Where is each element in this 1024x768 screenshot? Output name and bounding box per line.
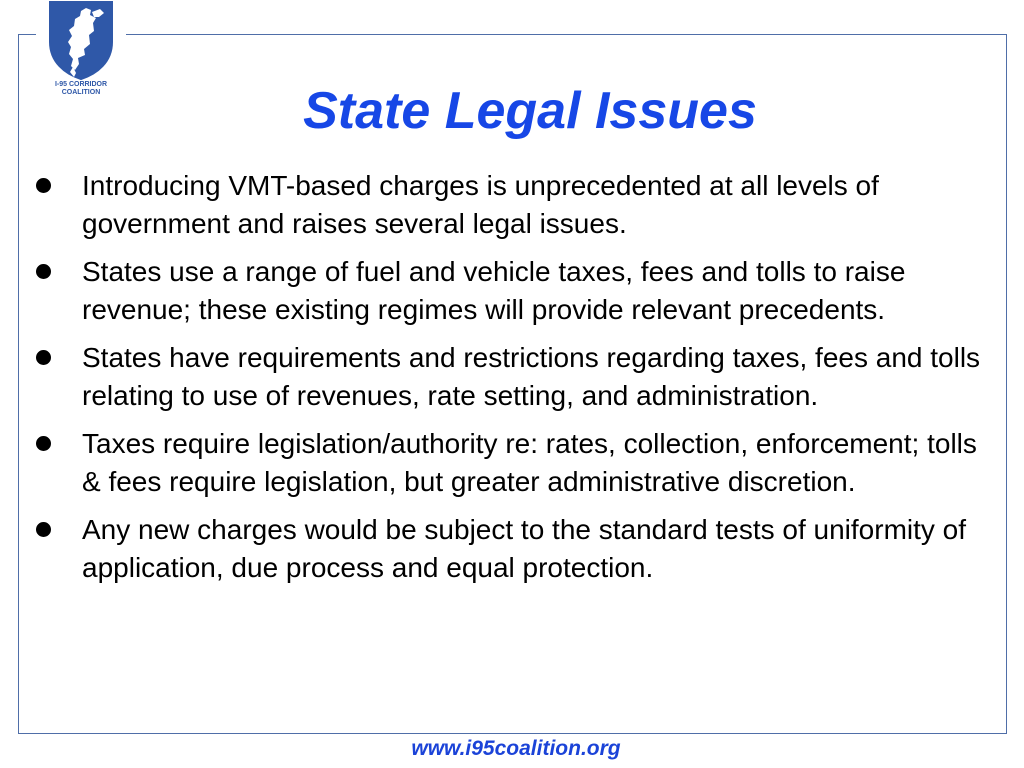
logo-caption-line-2: COALITION [61,89,101,96]
bullet-item-5 [36,511,981,587]
bullet-dot-icon [36,178,51,193]
bullet-dot-icon [36,436,51,451]
logo-caption [36,81,126,97]
bullet-item-2 [36,253,981,329]
bullet-dot-icon [36,350,51,365]
bullet-item-4 [36,425,981,501]
bullet-item-1 [36,167,981,243]
bullet-text-1: Introducing VMT-based charges is unprecedented at all levels of government and raises several legal issues. [82,170,879,239]
bullet-list [36,167,981,597]
bullet-text-3: States have requirements and restrictions regarding taxes, fees and tolls relating to use of revenues, rate setting, and administration. [82,342,981,411]
bullet-item-3 [36,339,981,415]
bullet-text-5: Any new charges would be subject to the standard tests of uniformity of application, due process and equal protection. [82,514,967,583]
bullet-dot-icon [36,264,51,279]
bullet-text-4: Taxes require legislation/authority re: rates, collection, enforcement; tolls & fees require legislation, but greater administrative discretion. [82,428,977,497]
logo-caption-line-1: I-95 CORRIDOR [54,81,108,88]
i95-corridor-shield-icon [44,0,118,80]
bullet-text-2: States use a range of fuel and vehicle taxes, fees and tolls to raise revenue; these existing regimes will provide relevant precedents. [82,256,906,325]
i95-corridor-coalition-logo [36,0,126,98]
slide-title: State Legal Issues [303,82,757,140]
website-url-footer: www.i95coalition.org [390,735,642,763]
bullet-dot-icon [36,522,51,537]
